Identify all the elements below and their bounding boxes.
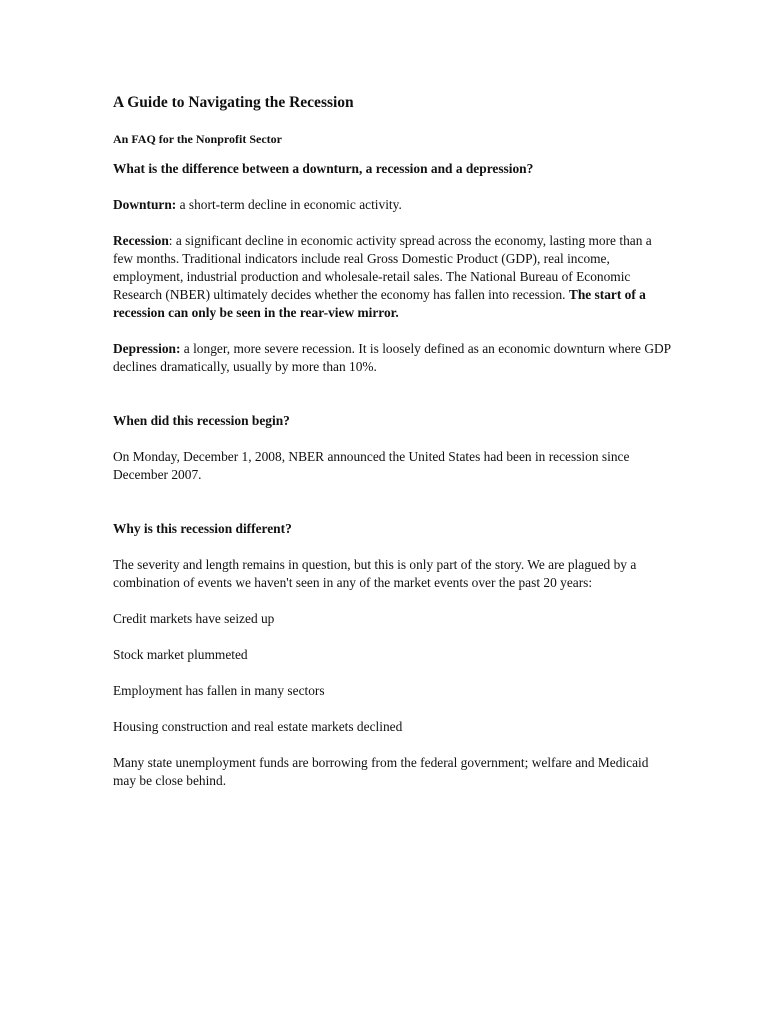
list-item: Housing construction and real estate markets declined	[113, 719, 403, 734]
document-title: A Guide to Navigating the Recession	[113, 94, 354, 111]
list-item: Employment has fallen in many sectors	[113, 683, 325, 698]
definition-depression	[113, 340, 673, 376]
question-begin: When did this recession begin?	[113, 413, 290, 428]
list-item: Credit markets have seized up	[113, 611, 275, 626]
recession-emphasis: The start of a recession can only be seen in the rear-view mirror.	[113, 287, 646, 320]
document-subtitle: An FAQ for the Nonprofit Sector	[113, 132, 282, 146]
definition-downturn	[113, 196, 673, 214]
definition-recession	[113, 232, 673, 322]
list-item: Stock market plummeted	[113, 647, 248, 662]
definition-recession-text: : a significant decline in economic activity spread across the economy, lasting more than a few months. Traditional indicators include real Gross Domestic Product (GDP), real income, employment, industrial production and wholesale-retail sales. The National Bureau of Economic Research (NBER) ultimately decides whether the economy has fallen into recession.	[113, 233, 652, 302]
answer-begin: On Monday, December 1, 2008, NBER announced the United States had been in recession since December 2007.	[113, 449, 630, 482]
definition-downturn-text: a short-term decline in economic activity.	[176, 197, 402, 212]
definition-depression-text: a longer, more severe recession. It is loosely defined as an economic downturn where GDP declines dramatically, usually by more than 10%.	[113, 341, 671, 374]
list-item: Many state unemployment funds are borrowing from the federal government; welfare and Medicaid may be close behind.	[113, 755, 649, 788]
term-downturn: Downturn:	[113, 197, 177, 212]
question-different: Why is this recession different?	[113, 521, 292, 536]
term-depression: Depression:	[113, 341, 181, 356]
term-recession: Recession	[113, 233, 169, 248]
document-body	[113, 93, 673, 790]
question-difference: What is the difference between a downturn, a recession and a depression?	[113, 161, 534, 176]
answer-different: The severity and length remains in question, but this is only part of the story. We are plagued by a combination of events we haven't seen in any of the market events over the past 20 years:	[113, 557, 637, 590]
